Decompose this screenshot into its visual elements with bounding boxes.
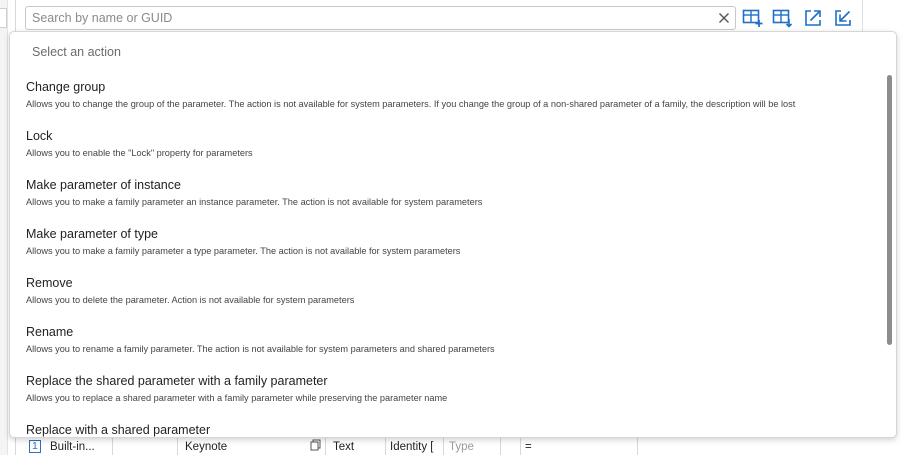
search-box [25, 6, 736, 30]
clear-icon[interactable] [717, 10, 731, 26]
action-list [26, 79, 881, 438]
import-icon [833, 8, 853, 28]
add-table-button[interactable] [741, 7, 765, 29]
row-value-input[interactable]: Type [449, 441, 474, 453]
scrollbar[interactable] [886, 72, 893, 432]
action-title: Change group [26, 80, 106, 94]
action-description: Allows you to delete the parameter. Action is not available for system parameters [26, 295, 355, 305]
action-description: Allows you to enable the "Lock" property for parameters [26, 148, 253, 158]
action-dropdown [9, 31, 897, 438]
copy-icon[interactable] [310, 439, 322, 455]
left-panel-edge [0, 0, 8, 455]
action-title: Remove [26, 276, 73, 290]
action-description: Allows you to replace a shared parameter with a family parameter while preserving the parameter name [26, 393, 448, 403]
action-item-make-type[interactable] [26, 226, 881, 275]
export-icon [803, 8, 823, 28]
action-item-remove[interactable] [26, 275, 881, 324]
row-group: Identity [ [390, 441, 434, 453]
action-item-lock[interactable] [26, 128, 881, 177]
action-item-replace-with-shared[interactable] [26, 422, 881, 438]
action-description: Allows you to change the group of the parameter. The action is not available for system parameters. If you change the group of a non-shared parameter of a family, the description will be lost [26, 99, 796, 109]
action-title: Rename [26, 325, 74, 339]
action-description: Allows you to make a family parameter an instance parameter. The action is not available for system parameters [26, 197, 483, 207]
row-formula[interactable]: = [525, 441, 532, 453]
action-title: Lock [26, 129, 53, 143]
action-title: Replace the shared parameter with a family parameter [26, 374, 328, 388]
action-description: Allows you to make a family parameter a type parameter. The action is not available for system parameters [26, 246, 461, 256]
search-input[interactable] [26, 7, 716, 29]
import-button[interactable] [831, 7, 855, 29]
action-item-rename[interactable] [26, 324, 881, 373]
row-name: Keynote [185, 441, 228, 453]
left-panel-tab [0, 8, 7, 28]
action-title: Make parameter of instance [26, 178, 181, 192]
export-button[interactable] [801, 7, 825, 29]
scrollbar-thumb[interactable] [887, 75, 892, 345]
add-table-icon [742, 8, 764, 28]
toolbar-divider [862, 0, 863, 34]
row-origin: Built-in... [50, 441, 95, 453]
action-title: Make parameter of type [26, 227, 159, 241]
action-item-change-group[interactable] [26, 79, 881, 128]
dropdown-header: Select an action [32, 45, 121, 59]
row-type: Text [333, 441, 355, 453]
table-download-icon [772, 8, 794, 28]
row-index: 1 [29, 440, 41, 453]
table-row[interactable] [25, 437, 855, 455]
action-description: Allows you to rename a family parameter. The action is not available for system parameters and shared parameters [26, 344, 495, 354]
action-item-replace-shared-with-family[interactable] [26, 373, 881, 422]
action-item-make-instance[interactable] [26, 177, 881, 226]
table-download-button[interactable] [771, 7, 795, 29]
action-title: Replace with a shared parameter [26, 423, 211, 437]
